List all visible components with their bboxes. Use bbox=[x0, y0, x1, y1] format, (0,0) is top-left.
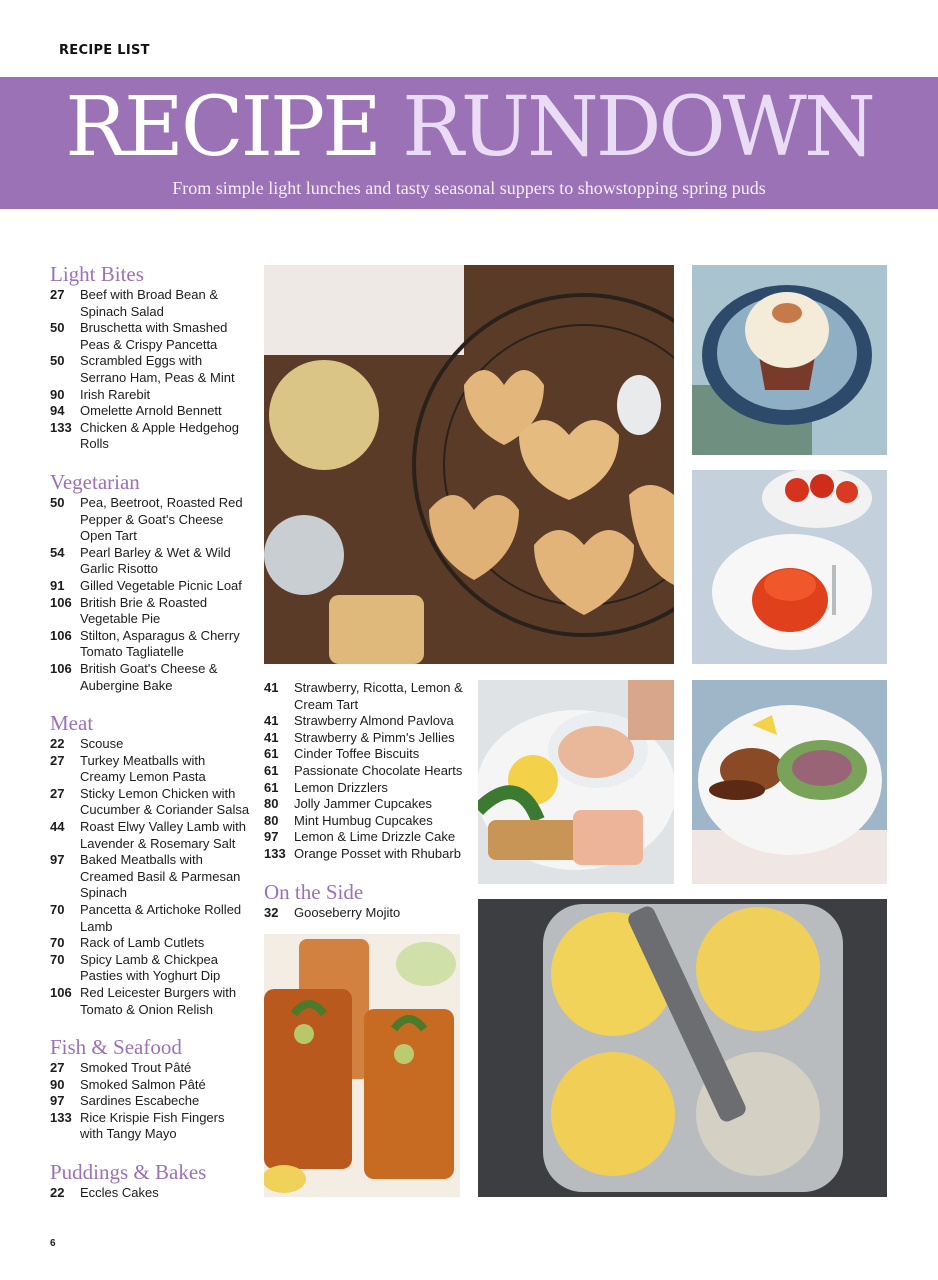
recipe-entry bbox=[50, 935, 250, 952]
recipe-entry bbox=[264, 746, 469, 763]
recipe-list-on-the-side bbox=[264, 905, 469, 922]
section-heading-fish: Fish & Seafood bbox=[50, 1035, 182, 1059]
recipe-page-number: 44 bbox=[50, 818, 65, 834]
recipe-entry bbox=[50, 495, 250, 545]
recipe-page-number: 90 bbox=[50, 386, 65, 402]
photo-salmon-pate bbox=[478, 680, 674, 884]
recipe-entry bbox=[50, 1077, 250, 1094]
recipe-list-fish bbox=[50, 1060, 250, 1143]
recipe-name: Spicy Lamb & Chickpea Pasties with Yoghurt Dip bbox=[80, 951, 221, 984]
recipe-name: Eccles Cakes bbox=[80, 1185, 159, 1200]
recipe-entry bbox=[50, 1110, 250, 1143]
recipe-entry bbox=[264, 780, 469, 797]
recipe-entry bbox=[50, 320, 250, 353]
recipe-page-number: 97 bbox=[50, 1093, 65, 1109]
recipe-list-puddings bbox=[50, 1185, 250, 1202]
recipe-name: Mint Humbug Cupcakes bbox=[294, 812, 433, 828]
recipe-page-number: 41 bbox=[264, 680, 279, 695]
recipe-name: Red Leicester Burgers with Tomato & Onion Relish bbox=[80, 984, 237, 1017]
recipe-name: Roast Elwy Valley Lamb with Lavender & Rosemary Salt bbox=[80, 818, 246, 851]
photo-heart-biscuits bbox=[264, 265, 674, 664]
recipe-name: Passionate Chocolate Hearts bbox=[294, 762, 463, 778]
recipe-name: Beef with Broad Bean & Spinach Salad bbox=[80, 287, 219, 319]
recipe-entry bbox=[264, 829, 469, 846]
page-subtitle: From simple light lunches and tasty seasonal suppers to showstopping spring puds bbox=[172, 178, 766, 198]
recipe-page-number: 27 bbox=[50, 1060, 65, 1075]
recipe-list-puddings-continued bbox=[264, 680, 469, 863]
recipe-list-light-bites bbox=[50, 287, 250, 453]
recipe-entry bbox=[50, 287, 250, 320]
recipe-entry bbox=[264, 905, 469, 922]
recipe-entry bbox=[50, 353, 250, 386]
recipe-name: Jolly Jammer Cupcakes bbox=[294, 796, 432, 812]
recipe-entry bbox=[264, 730, 469, 747]
recipe-name: British Brie & Roasted Vegetable Pie bbox=[80, 594, 208, 627]
recipe-entry bbox=[264, 680, 469, 713]
recipe-entry bbox=[50, 578, 250, 595]
recipe-page-number: 61 bbox=[264, 762, 279, 778]
recipe-name: Bruschetta with Smashed Peas & Crispy Pancetta bbox=[80, 320, 228, 352]
recipe-name: Baked Meatballs with Creamed Basil & Parmesan Spinach bbox=[80, 852, 241, 901]
recipe-page-number: 41 bbox=[264, 713, 279, 729]
recipe-name: Stilton, Asparagus & Cherry Tomato Tagliatelle bbox=[80, 627, 240, 660]
recipe-page-number: 54 bbox=[50, 544, 65, 560]
recipe-name: Rack of Lamb Cutlets bbox=[80, 935, 205, 951]
recipe-name: Strawberry Almond Pavlova bbox=[294, 713, 454, 729]
recipe-entry bbox=[50, 852, 250, 902]
recipe-entry bbox=[50, 753, 250, 786]
title-part-rundown: RUNDOWN bbox=[402, 80, 873, 175]
recipe-name: Smoked Trout Pâté bbox=[80, 1060, 192, 1075]
recipe-name: Pea, Beetroot, Roasted Red Pepper & Goat's Cheese Open Tart bbox=[80, 495, 243, 544]
recipe-page-number: 106 bbox=[50, 660, 72, 676]
recipe-entry bbox=[264, 796, 469, 813]
recipe-page-number: 22 bbox=[50, 736, 65, 751]
recipe-entry bbox=[50, 661, 250, 694]
recipe-entry bbox=[50, 1093, 250, 1110]
recipe-page-number: 41 bbox=[264, 729, 279, 745]
recipe-name: Pearl Barley & Wet & Wild Garlic Risotto bbox=[80, 544, 231, 577]
recipe-page-number: 97 bbox=[264, 829, 279, 845]
section-heading-meat: Meat bbox=[50, 711, 94, 735]
recipe-entry bbox=[50, 952, 250, 985]
section-heading-on-the-side: On the Side bbox=[264, 880, 364, 904]
recipe-name: Lemon Drizzlers bbox=[294, 779, 388, 795]
recipe-entry bbox=[50, 595, 250, 628]
recipe-page-number: 91 bbox=[50, 577, 65, 593]
recipe-name: Irish Rarebit bbox=[80, 386, 151, 402]
section-heading-light-bites: Light Bites bbox=[50, 262, 144, 286]
page-number: 6 bbox=[50, 1238, 56, 1249]
recipe-name: Sardines Escabeche bbox=[80, 1093, 200, 1109]
recipe-name: Orange Posset with Rhubarb bbox=[294, 845, 461, 861]
section-heading-puddings: Puddings & Bakes bbox=[50, 1160, 207, 1184]
photo-omelettes bbox=[478, 899, 887, 1197]
recipe-name: Lemon & Lime Drizzle Cake bbox=[294, 829, 456, 845]
recipe-page-number: 70 bbox=[50, 901, 65, 917]
recipe-page-number: 70 bbox=[50, 951, 65, 967]
recipe-page-number: 27 bbox=[50, 752, 65, 768]
recipe-entry bbox=[50, 985, 250, 1018]
recipe-page-number: 106 bbox=[50, 594, 72, 610]
title-part-recipe: RECIPE bbox=[65, 80, 403, 175]
section-kicker: RECIPE LIST bbox=[59, 43, 150, 58]
recipe-entry bbox=[50, 628, 250, 661]
recipe-page-number: 97 bbox=[50, 852, 65, 868]
recipe-page-number: 80 bbox=[264, 812, 279, 828]
recipe-name: Strawberry & Pimm's Jellies bbox=[294, 729, 455, 745]
page-title bbox=[0, 79, 938, 177]
recipe-entry bbox=[50, 545, 250, 578]
recipe-entry bbox=[50, 1185, 250, 1202]
recipe-page-number: 32 bbox=[264, 905, 279, 920]
recipe-name: Strawberry, Ricotta, Lemon & Cream Tart bbox=[294, 680, 463, 712]
recipe-page-number: 61 bbox=[264, 746, 279, 762]
recipe-page-number: 80 bbox=[264, 796, 279, 812]
recipe-name: Scrambled Eggs with Serrano Ham, Peas & Mint bbox=[80, 353, 235, 385]
recipe-name: Gilled Vegetable Picnic Loaf bbox=[80, 577, 242, 593]
recipe-name: Pancetta & Artichoke Rolled Lamb bbox=[80, 901, 242, 934]
recipe-page-number: 106 bbox=[50, 984, 72, 1000]
recipe-page-number: 90 bbox=[50, 1076, 65, 1092]
recipe-page-number: 22 bbox=[50, 1185, 65, 1200]
section-heading-vegetarian: Vegetarian bbox=[50, 470, 140, 494]
recipe-page-number: 133 bbox=[50, 419, 72, 435]
recipe-entry bbox=[50, 387, 250, 404]
recipe-name: Turkey Meatballs with Creamy Lemon Pasta bbox=[80, 752, 206, 785]
recipe-entry bbox=[264, 846, 469, 863]
recipe-name: Omelette Arnold Bennett bbox=[80, 403, 222, 419]
recipe-entry bbox=[50, 902, 250, 935]
recipe-entry bbox=[264, 713, 469, 730]
recipe-entry bbox=[264, 813, 469, 830]
recipe-name: British Goat's Cheese & Aubergine Bake bbox=[80, 660, 218, 693]
recipe-name: Sticky Lemon Chicken with Cucumber & Coriander Salsa bbox=[80, 785, 250, 818]
recipe-page-number: 50 bbox=[50, 495, 65, 510]
recipe-page-number: 70 bbox=[50, 935, 65, 951]
recipe-name: Cinder Toffee Biscuits bbox=[294, 746, 420, 762]
recipe-entry bbox=[264, 763, 469, 780]
recipe-name: Chicken & Apple Hedgehog Rolls bbox=[80, 419, 240, 452]
recipe-page-number: 27 bbox=[50, 785, 65, 801]
recipe-name: Scouse bbox=[80, 736, 124, 751]
recipe-page-number: 133 bbox=[264, 845, 286, 861]
recipe-entry bbox=[50, 403, 250, 420]
recipe-name: Rice Krispie Fish Fingers with Tangy Mayo bbox=[80, 1109, 225, 1142]
title-banner bbox=[0, 77, 938, 209]
recipe-list-vegetarian bbox=[50, 495, 250, 694]
recipe-page-number: 61 bbox=[264, 779, 279, 795]
recipe-entry bbox=[50, 736, 250, 753]
recipe-entry bbox=[50, 1060, 250, 1077]
recipe-page-number: 106 bbox=[50, 627, 72, 643]
recipe-entry bbox=[50, 420, 250, 453]
photo-cupcake bbox=[692, 265, 887, 455]
recipe-page-number: 133 bbox=[50, 1109, 72, 1125]
recipe-list-meat bbox=[50, 736, 250, 1018]
recipe-entry bbox=[50, 819, 250, 852]
photo-lemon-chicken bbox=[692, 680, 887, 884]
photo-strawberry-jelly bbox=[692, 470, 887, 664]
recipe-page-number: 27 bbox=[50, 287, 65, 302]
photo-gooseberry-mojito bbox=[264, 934, 460, 1197]
recipe-page-number: 50 bbox=[50, 353, 65, 369]
recipe-name: Gooseberry Mojito bbox=[294, 905, 401, 920]
recipe-name: Smoked Salmon Pâté bbox=[80, 1076, 206, 1092]
recipe-entry bbox=[50, 786, 250, 819]
recipe-page-number: 50 bbox=[50, 320, 65, 336]
recipe-page-number: 94 bbox=[50, 403, 65, 419]
